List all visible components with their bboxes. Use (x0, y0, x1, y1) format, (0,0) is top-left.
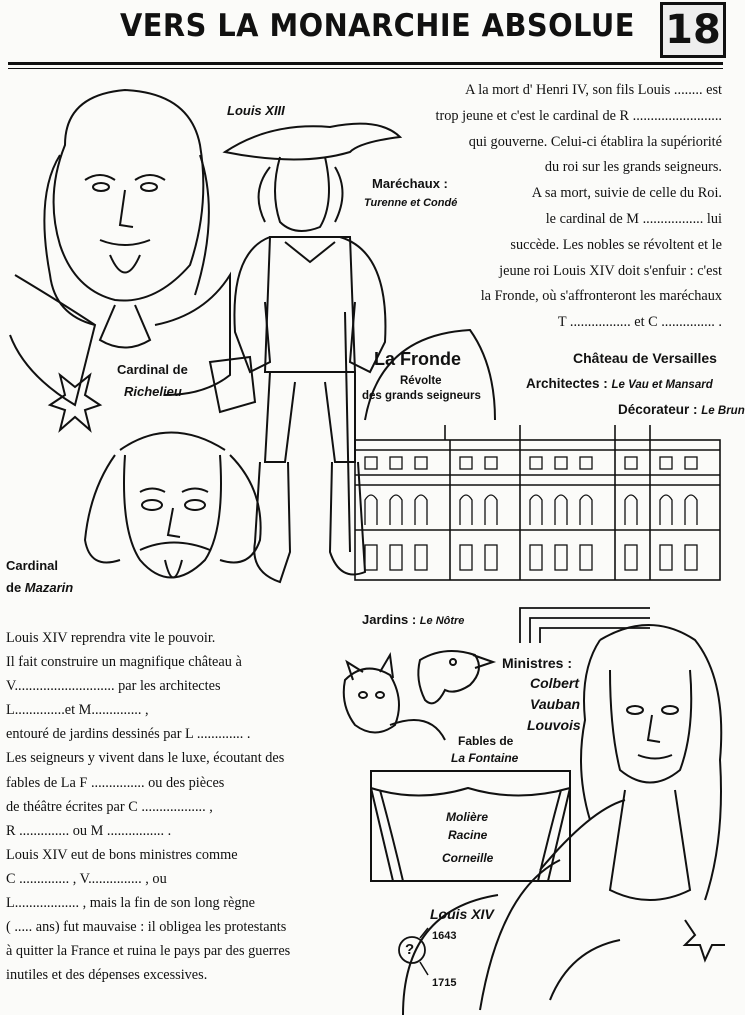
label-marechaux-names: Turenne et Condé (364, 197, 458, 209)
label-la-fronde: La Fronde (374, 349, 462, 369)
label-vauban: Vauban (530, 696, 581, 712)
text-line: jeune roi Louis XIV doit s'enfuir : c'est (499, 262, 722, 279)
label-louvois: Louvois (527, 717, 581, 733)
label-mazarin-2: de Mazarin (6, 580, 74, 595)
label-fronde-sub1: Révolte (400, 375, 442, 387)
text-line: A la mort d' Henri IV, son fils Louis ........ est (465, 82, 722, 98)
text-line: R .............. ou M ................ . (6, 822, 172, 839)
text-line: fables de La F ............... ou des pièces (6, 774, 225, 791)
text-line: L.................. , mais la fin de son long règne (6, 895, 255, 912)
text-line: Louis XIV eut de bons ministres comme (6, 846, 238, 863)
label-jardins: Jardins : Le Nôtre (362, 612, 465, 627)
label-moliere: Molière (446, 810, 489, 824)
text-line: L..............et M.............. , (6, 702, 149, 719)
page-number-badge: 18 (660, 2, 726, 58)
intro-text (380, 78, 722, 336)
label-year-start: 1643 (432, 930, 457, 942)
label-architectes: Architectes : Le Vau et Mansard (526, 376, 713, 391)
text-line: ( ..... ans) fut mauvaise : il obligea les protestants (6, 919, 287, 936)
label-louis14: Louis XIV (430, 906, 494, 922)
text-line: T ................. et C ............... . (557, 314, 722, 331)
louis14-text (6, 626, 346, 987)
text-line: Louis XIV reprendra vite le pouvoir. (6, 630, 216, 646)
label-fables-2: La Fontaine (451, 751, 519, 765)
label-ministres: Ministres : (502, 655, 573, 671)
label-decorateur: Décorateur : Le Brun (618, 402, 745, 417)
text-line: C .............. , V............... , ou (6, 870, 167, 887)
text-line: qui gouverne. Celui-ci établira la supériorité (468, 133, 722, 150)
text-line: trop jeune et c'est le cardinal de R ......................... (435, 107, 722, 124)
text-line: le cardinal de M ................. lui (545, 210, 722, 227)
label-richelieu-1: Cardinal de (117, 362, 188, 377)
label-richelieu-2: Richelieu (124, 384, 182, 399)
text-line: à quitter la France et ruina le pays par des guerres (6, 943, 291, 960)
text-line: entouré de jardins dessinés par L ............. . (6, 726, 251, 743)
label-corneille: Corneille (442, 851, 494, 865)
header-rule (8, 62, 723, 65)
text-line: Il fait construire un magnifique château à (6, 654, 242, 671)
richelieu-portrait (5, 75, 235, 465)
garden-corner (460, 588, 660, 648)
label-fables-1: Fables de (458, 734, 514, 748)
label-fronde-sub2: des grands seigneurs (362, 390, 481, 402)
text-line: A sa mort, suivie de celle du Roi. (531, 185, 722, 202)
mazarin-portrait (70, 410, 280, 610)
label-marechaux: Maréchaux : (372, 176, 448, 191)
text-line: la Fronde, où s'affronteront les maréchaux (480, 288, 722, 305)
text-line: de théâtre écrites par C .................. , (6, 798, 213, 815)
label-question-mark: ? (405, 941, 415, 958)
label-racine: Racine (448, 828, 488, 842)
versailles-palace (350, 420, 725, 585)
label-colbert: Colbert (530, 675, 579, 691)
text-line: Les seigneurs y vivent dans le luxe, écoutant des (6, 750, 285, 767)
text-line: succède. Les nobles se révoltent et le (510, 236, 722, 253)
header-rule-thin (8, 68, 723, 69)
label-versailles: Château de Versailles (573, 350, 717, 366)
label-louis13: Louis XIII (227, 103, 285, 118)
text-line: inutiles et des dépenses excessives. (6, 967, 208, 984)
label-year-end: 1715 (432, 977, 457, 989)
label-mazarin-1: Cardinal (6, 558, 59, 573)
text-line: du roi sur les grands seigneurs. (544, 159, 722, 176)
page-title: VERS LA MONARCHIE ABSOLUE (120, 8, 635, 44)
text-line: V............................ par les architectes (6, 678, 221, 695)
